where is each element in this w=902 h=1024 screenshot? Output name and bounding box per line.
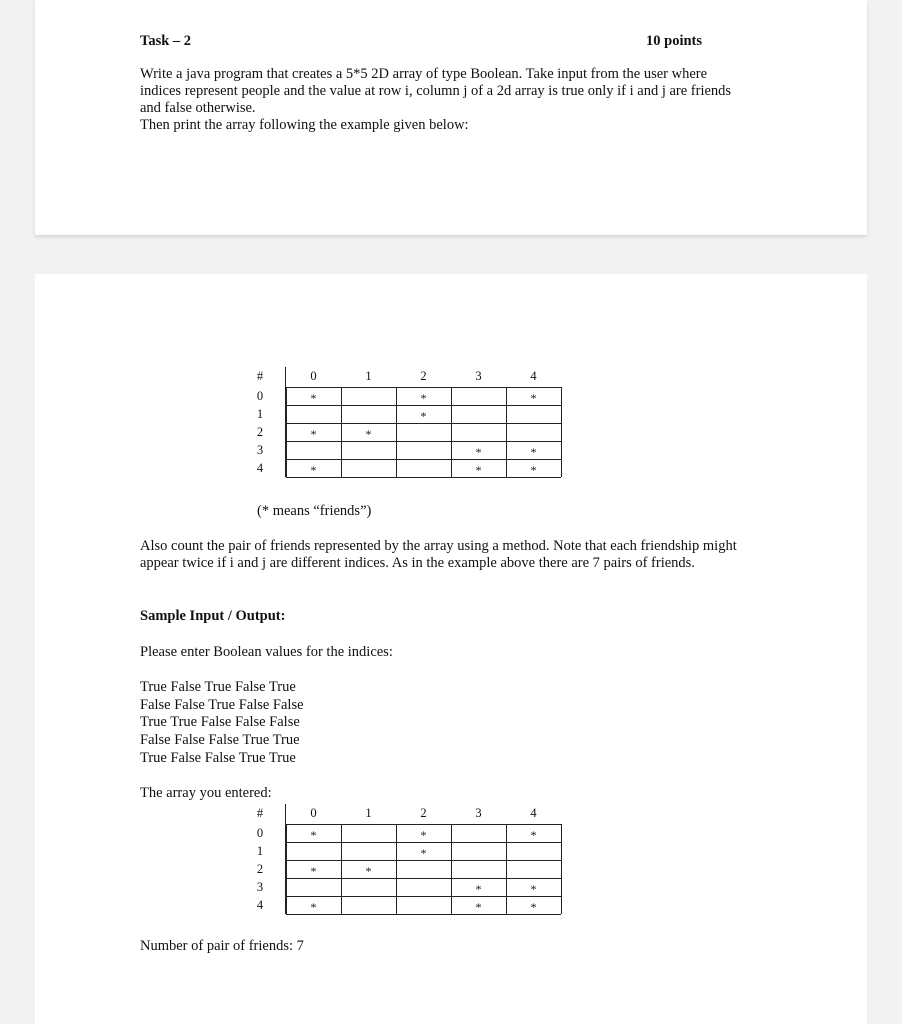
grid-cell bbox=[451, 387, 506, 405]
grid-cell bbox=[286, 878, 341, 896]
grid-cell bbox=[396, 459, 451, 477]
grid-row-header: 3 bbox=[256, 880, 264, 894]
grid-cell bbox=[396, 878, 451, 896]
description-line-2: indices represent people and the value at row i, column j of a 2d array is true only if i and j are friends bbox=[140, 83, 732, 99]
grid-col-header: 2 bbox=[420, 806, 427, 820]
grid-cell: * bbox=[420, 828, 427, 842]
grid-cell: * bbox=[475, 882, 482, 896]
grid-cell: * bbox=[420, 409, 427, 423]
grid-cell: * bbox=[475, 463, 482, 477]
result-text: Number of pair of friends: 7 bbox=[140, 938, 304, 954]
grid-cell bbox=[506, 860, 561, 878]
array-label: The array you entered: bbox=[140, 785, 272, 801]
grid-cell bbox=[286, 842, 341, 860]
grid-cell: * bbox=[530, 463, 537, 477]
grid-cell: * bbox=[365, 864, 372, 878]
page-2 bbox=[35, 274, 867, 1024]
grid-cell: * bbox=[475, 445, 482, 459]
grid-row-line bbox=[286, 914, 561, 915]
grid-corner-label: # bbox=[256, 806, 264, 820]
grid-row-header: 0 bbox=[256, 826, 264, 840]
description-line-4: Then print the array following the example given below: bbox=[140, 117, 469, 133]
grid-row-header: 1 bbox=[256, 407, 264, 421]
grid-corner-label: # bbox=[256, 369, 264, 383]
grid-col-header: 3 bbox=[475, 369, 482, 383]
grid-cell: * bbox=[530, 445, 537, 459]
grid-row-header: 4 bbox=[256, 461, 264, 475]
input-line-2: False False True False False bbox=[140, 697, 304, 713]
task-title: Task – 2 bbox=[140, 33, 192, 49]
input-line-5: True False False True True bbox=[140, 750, 296, 766]
grid-row-header: 0 bbox=[256, 389, 264, 403]
grid-cell bbox=[451, 860, 506, 878]
grid-row-header: 1 bbox=[256, 844, 264, 858]
grid-cell bbox=[396, 423, 451, 441]
page-1 bbox=[35, 0, 867, 235]
grid-cell bbox=[506, 423, 561, 441]
example-friends-grid bbox=[250, 367, 562, 485]
grid-cell bbox=[341, 459, 396, 477]
grid-cell bbox=[451, 423, 506, 441]
grid-cell bbox=[286, 441, 341, 459]
grid-row-header: 4 bbox=[256, 898, 264, 912]
grid-col-line bbox=[561, 824, 562, 914]
grid-cell bbox=[506, 842, 561, 860]
grid-cell bbox=[396, 441, 451, 459]
grid-cell: * bbox=[420, 846, 427, 860]
grid-cell bbox=[451, 405, 506, 423]
grid-cell bbox=[341, 405, 396, 423]
grid-cell bbox=[341, 878, 396, 896]
grid-cell: * bbox=[310, 463, 317, 477]
grid-cell: * bbox=[310, 828, 317, 842]
grid-row-header: 2 bbox=[256, 425, 264, 439]
grid-cell bbox=[396, 860, 451, 878]
grid-cell: * bbox=[530, 828, 537, 842]
grid-row-line bbox=[286, 477, 561, 478]
grid-cell: * bbox=[530, 900, 537, 914]
grid-cell bbox=[396, 896, 451, 914]
grid-row-header: 2 bbox=[256, 862, 264, 876]
grid-cell bbox=[341, 824, 396, 842]
grid-cell bbox=[341, 441, 396, 459]
count-note-line-2: appear twice if i and j are different indices. As in the example above there are 7 pairs of friends. bbox=[140, 555, 695, 571]
grid-col-header: 1 bbox=[365, 806, 372, 820]
grid-cell bbox=[341, 896, 396, 914]
grid-cell bbox=[286, 405, 341, 423]
description-line-1: Write a java program that creates a 5*5 2D array of type Boolean. Take input from the user where bbox=[140, 66, 708, 82]
grid-cell: * bbox=[310, 864, 317, 878]
input-line-1: True False True False True bbox=[140, 679, 296, 695]
grid-col-header: 2 bbox=[420, 369, 427, 383]
grid-cell bbox=[451, 842, 506, 860]
task-points: 10 points bbox=[646, 33, 703, 49]
grid-cell bbox=[451, 824, 506, 842]
grid-cell: * bbox=[365, 427, 372, 441]
input-line-3: True True False False False bbox=[140, 714, 300, 730]
grid-cell: * bbox=[310, 391, 317, 405]
grid-cell bbox=[341, 387, 396, 405]
grid-cell: * bbox=[420, 391, 427, 405]
grid-cell: * bbox=[530, 391, 537, 405]
grid-row-header: 3 bbox=[256, 443, 264, 457]
grid-col-header: 3 bbox=[475, 806, 482, 820]
input-line-4: False False False True True bbox=[140, 732, 300, 748]
legend-text: (* means “friends”) bbox=[257, 503, 372, 519]
grid-cell: * bbox=[310, 900, 317, 914]
grid-cell bbox=[341, 842, 396, 860]
grid-col-header: 4 bbox=[530, 806, 537, 820]
grid-col-line bbox=[561, 387, 562, 477]
description-line-3: and false otherwise. bbox=[140, 100, 256, 116]
count-note-line-1: Also count the pair of friends represented by the array using a method. Note that each friendship might bbox=[140, 538, 737, 554]
grid-cell: * bbox=[530, 882, 537, 896]
grid-col-header: 1 bbox=[365, 369, 372, 383]
grid-col-header: 4 bbox=[530, 369, 537, 383]
grid-cell: * bbox=[475, 900, 482, 914]
grid-cell: * bbox=[310, 427, 317, 441]
output-friends-grid bbox=[250, 804, 562, 922]
grid-cell bbox=[506, 405, 561, 423]
sample-prompt: Please enter Boolean values for the indices: bbox=[140, 644, 393, 660]
grid-col-header: 0 bbox=[310, 806, 317, 820]
grid-col-header: 0 bbox=[310, 369, 317, 383]
sample-heading: Sample Input / Output: bbox=[140, 608, 286, 624]
